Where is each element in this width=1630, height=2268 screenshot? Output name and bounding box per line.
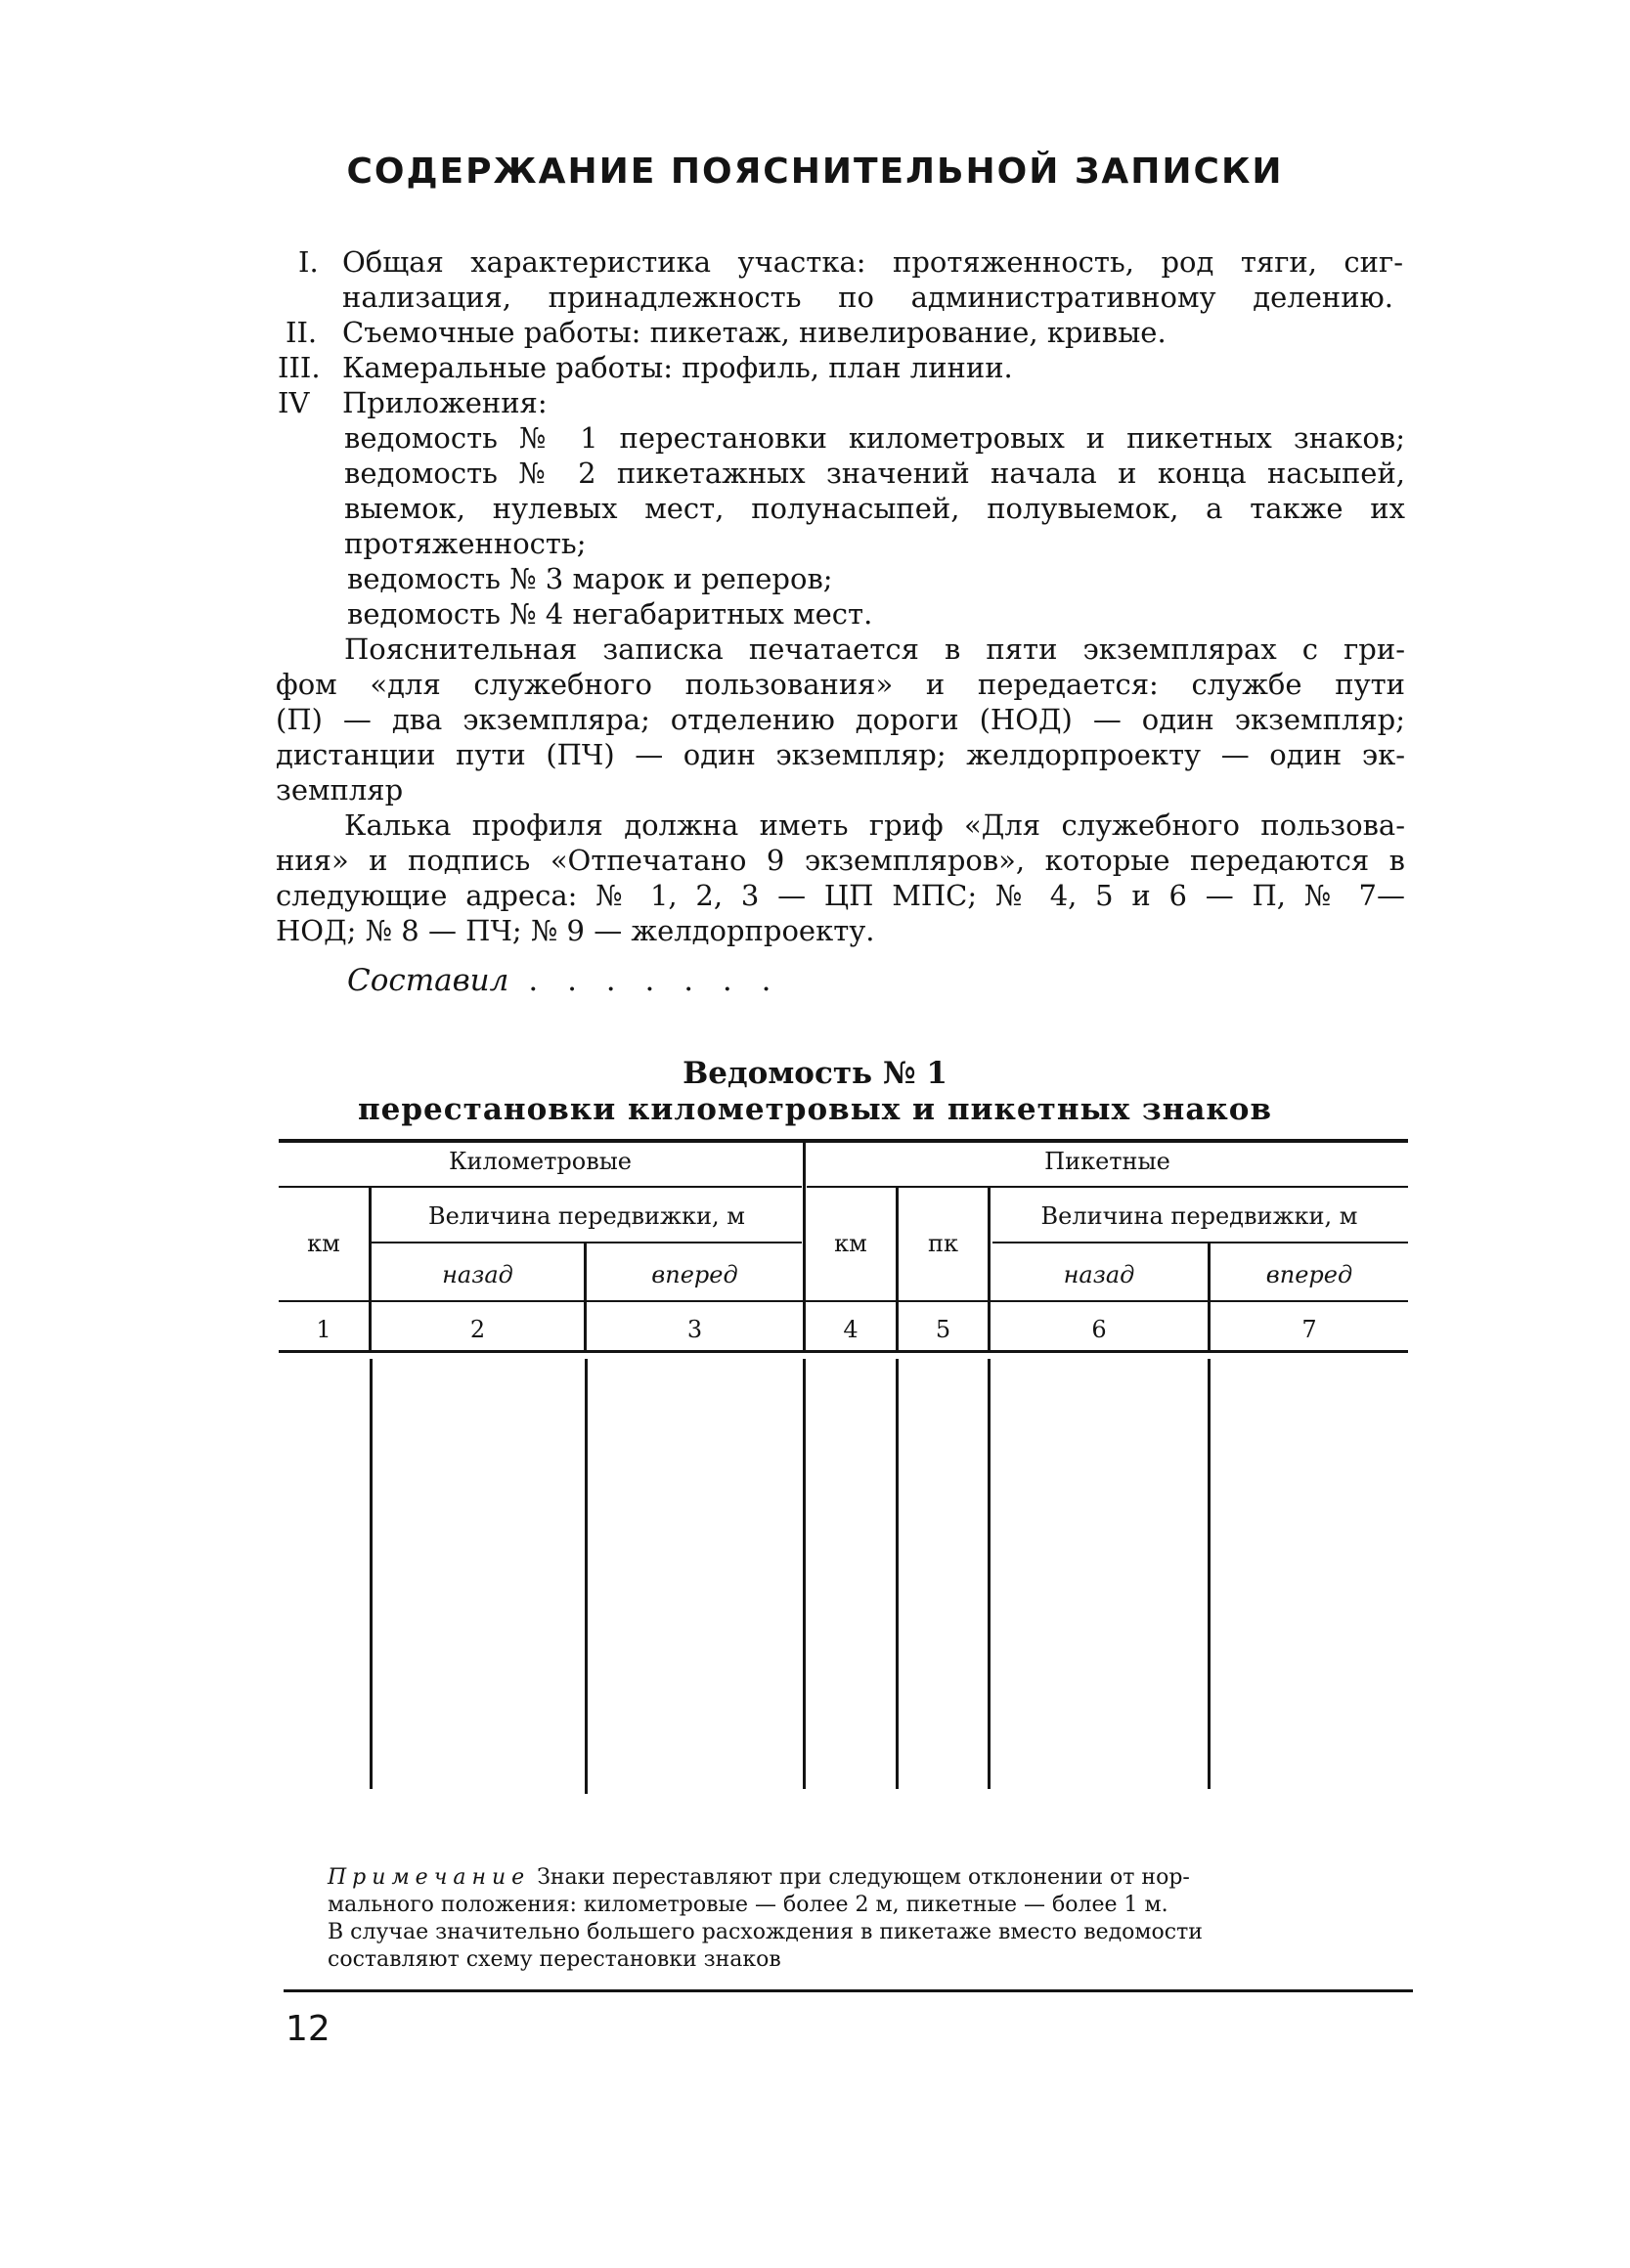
header-col-pk-5: пк — [928, 1230, 958, 1257]
paragraph-2-line-4: НОД; № 8 — ПЧ; № 9 — желдорпроекту. — [276, 914, 875, 947]
vedomost-subtitle: перестановки километровых и пикетных знаков — [357, 1092, 1273, 1127]
paragraph-1-line-4: дистанции пути (ПЧ) — один экземпляр; желдорпроекту — один эк- — [276, 738, 1405, 771]
header-back-km: назад — [442, 1261, 513, 1288]
section-3-line: Камеральные работы: профиль, план линии. — [342, 351, 1013, 384]
signature-label: Составил — [347, 963, 509, 998]
note-text-1: Знаки переставляют при следующем отклонении от нор- — [537, 1865, 1190, 1890]
paragraph-2-line-3: следующие адреса: № 1, 2, 3 — ЦП МПС; № 4, 5 и 6 — П, № 7— — [276, 879, 1405, 912]
table-rule-numbers-bottom — [279, 1350, 1408, 1353]
appendix-line-2: ведомость № 2 пикетажных значений начала и конца насыпей, — [344, 457, 1405, 490]
table-vline-6b — [1208, 1359, 1211, 1789]
col-number-4: 4 — [843, 1316, 859, 1343]
header-col-km-1: км — [307, 1230, 340, 1257]
header-col-km-4: км — [834, 1230, 867, 1257]
section-number-2: II. — [286, 316, 318, 349]
table-vline-4b — [896, 1359, 899, 1789]
paragraph-1-line-3: (П) — два экземпляра; отделению дороги (НОД) — один экземпляр; — [276, 703, 1405, 736]
section-1-line-1: Общая характеристика участка: протяженность, род тяги, сиг- — [342, 245, 1403, 279]
col-number-1: 1 — [316, 1316, 331, 1343]
col-number-7: 7 — [1301, 1316, 1317, 1343]
table-rule-group-km — [279, 1186, 802, 1188]
table-vline-3b — [803, 1359, 806, 1789]
vedomost-title: Ведомость № 1 — [683, 1056, 947, 1091]
paragraph-1-line-2: фом «для служебного пользования» и передается: службе пути — [276, 668, 1405, 701]
signature-dots: . . . . . . . — [528, 963, 781, 998]
table-vline-1c — [370, 1359, 373, 1789]
col-number-5: 5 — [935, 1316, 951, 1343]
page-heading: СОДЕРЖАНИЕ ПОЯСНИТЕЛЬНОЙ ЗАПИСКИ — [346, 152, 1284, 192]
note-line-4: составляют схему перестановки знаков — [328, 1947, 781, 1972]
col-number-3: 3 — [686, 1316, 703, 1343]
header-group-km: Километровые — [448, 1148, 633, 1175]
paragraph-1-line-1: Пояснительная записка печатается в пяти экземплярах с гри- — [344, 632, 1405, 666]
note-line-3: В случае значительно большего расхождения в пикетаже вместо ведомости — [328, 1920, 1203, 1944]
note-line-1 — [328, 1864, 1190, 1892]
appendix-line-3: выемок, нулевых мест, полунасыпей, полувыемок, а также их — [344, 492, 1405, 525]
table-vline-2b — [585, 1359, 588, 1794]
paragraph-1-line-5: земпляр — [276, 773, 404, 807]
table-rule-shift-km — [372, 1242, 802, 1243]
note-label: Примечание — [328, 1865, 531, 1890]
header-shift-km: Величина передвижки, м — [428, 1202, 745, 1230]
table-vline-5b — [988, 1359, 991, 1789]
paragraph-2-line-2: ния» и подпись «Отпечатано 9 экземпляров», которые передаются в — [276, 844, 1405, 877]
appendix-line-6: ведомость № 4 негабаритных мест. — [347, 597, 873, 631]
note-line-2: мального положения: километровые — более 2 м, пикетные — более 1 м. — [328, 1893, 1168, 1917]
col-number-6: 6 — [1091, 1316, 1107, 1343]
header-forward-pk: вперед — [1265, 1261, 1353, 1288]
section-2-line: Съемочные работы: пикетаж, нивелирование, кривые. — [342, 316, 1167, 349]
bottom-rule — [284, 1989, 1413, 1992]
table-rule-shift-pk — [992, 1242, 1408, 1243]
section-number-3: III. — [278, 351, 321, 384]
appendix-line-1: ведомость № 1 перестановки километровых и пикетных знаков; — [344, 421, 1405, 455]
appendix-line-4: протяженность; — [344, 527, 587, 560]
paragraph-2-line-1: Калька профиля должна иметь гриф «Для служебного пользова- — [344, 808, 1405, 842]
section-1-line-2: нализация, принадлежность по административному делению. — [342, 281, 1393, 314]
header-back-pk: назад — [1063, 1261, 1135, 1288]
header-forward-km: вперед — [651, 1261, 738, 1288]
section-number-1: I. — [298, 245, 319, 279]
section-number-4: IV — [278, 386, 310, 419]
appendix-line-5: ведомость № 3 марок и реперов; — [347, 562, 833, 595]
table-rule-header-bottom — [279, 1300, 1408, 1302]
section-4-line: Приложения: — [342, 386, 548, 419]
table-top-border — [279, 1139, 1408, 1143]
header-group-pk: Пикетные — [1044, 1148, 1170, 1175]
page-number: 12 — [286, 2009, 330, 2049]
signature-line — [347, 963, 780, 998]
col-number-2: 2 — [469, 1316, 486, 1343]
header-shift-pk: Величина передвижки, м — [1040, 1202, 1358, 1230]
